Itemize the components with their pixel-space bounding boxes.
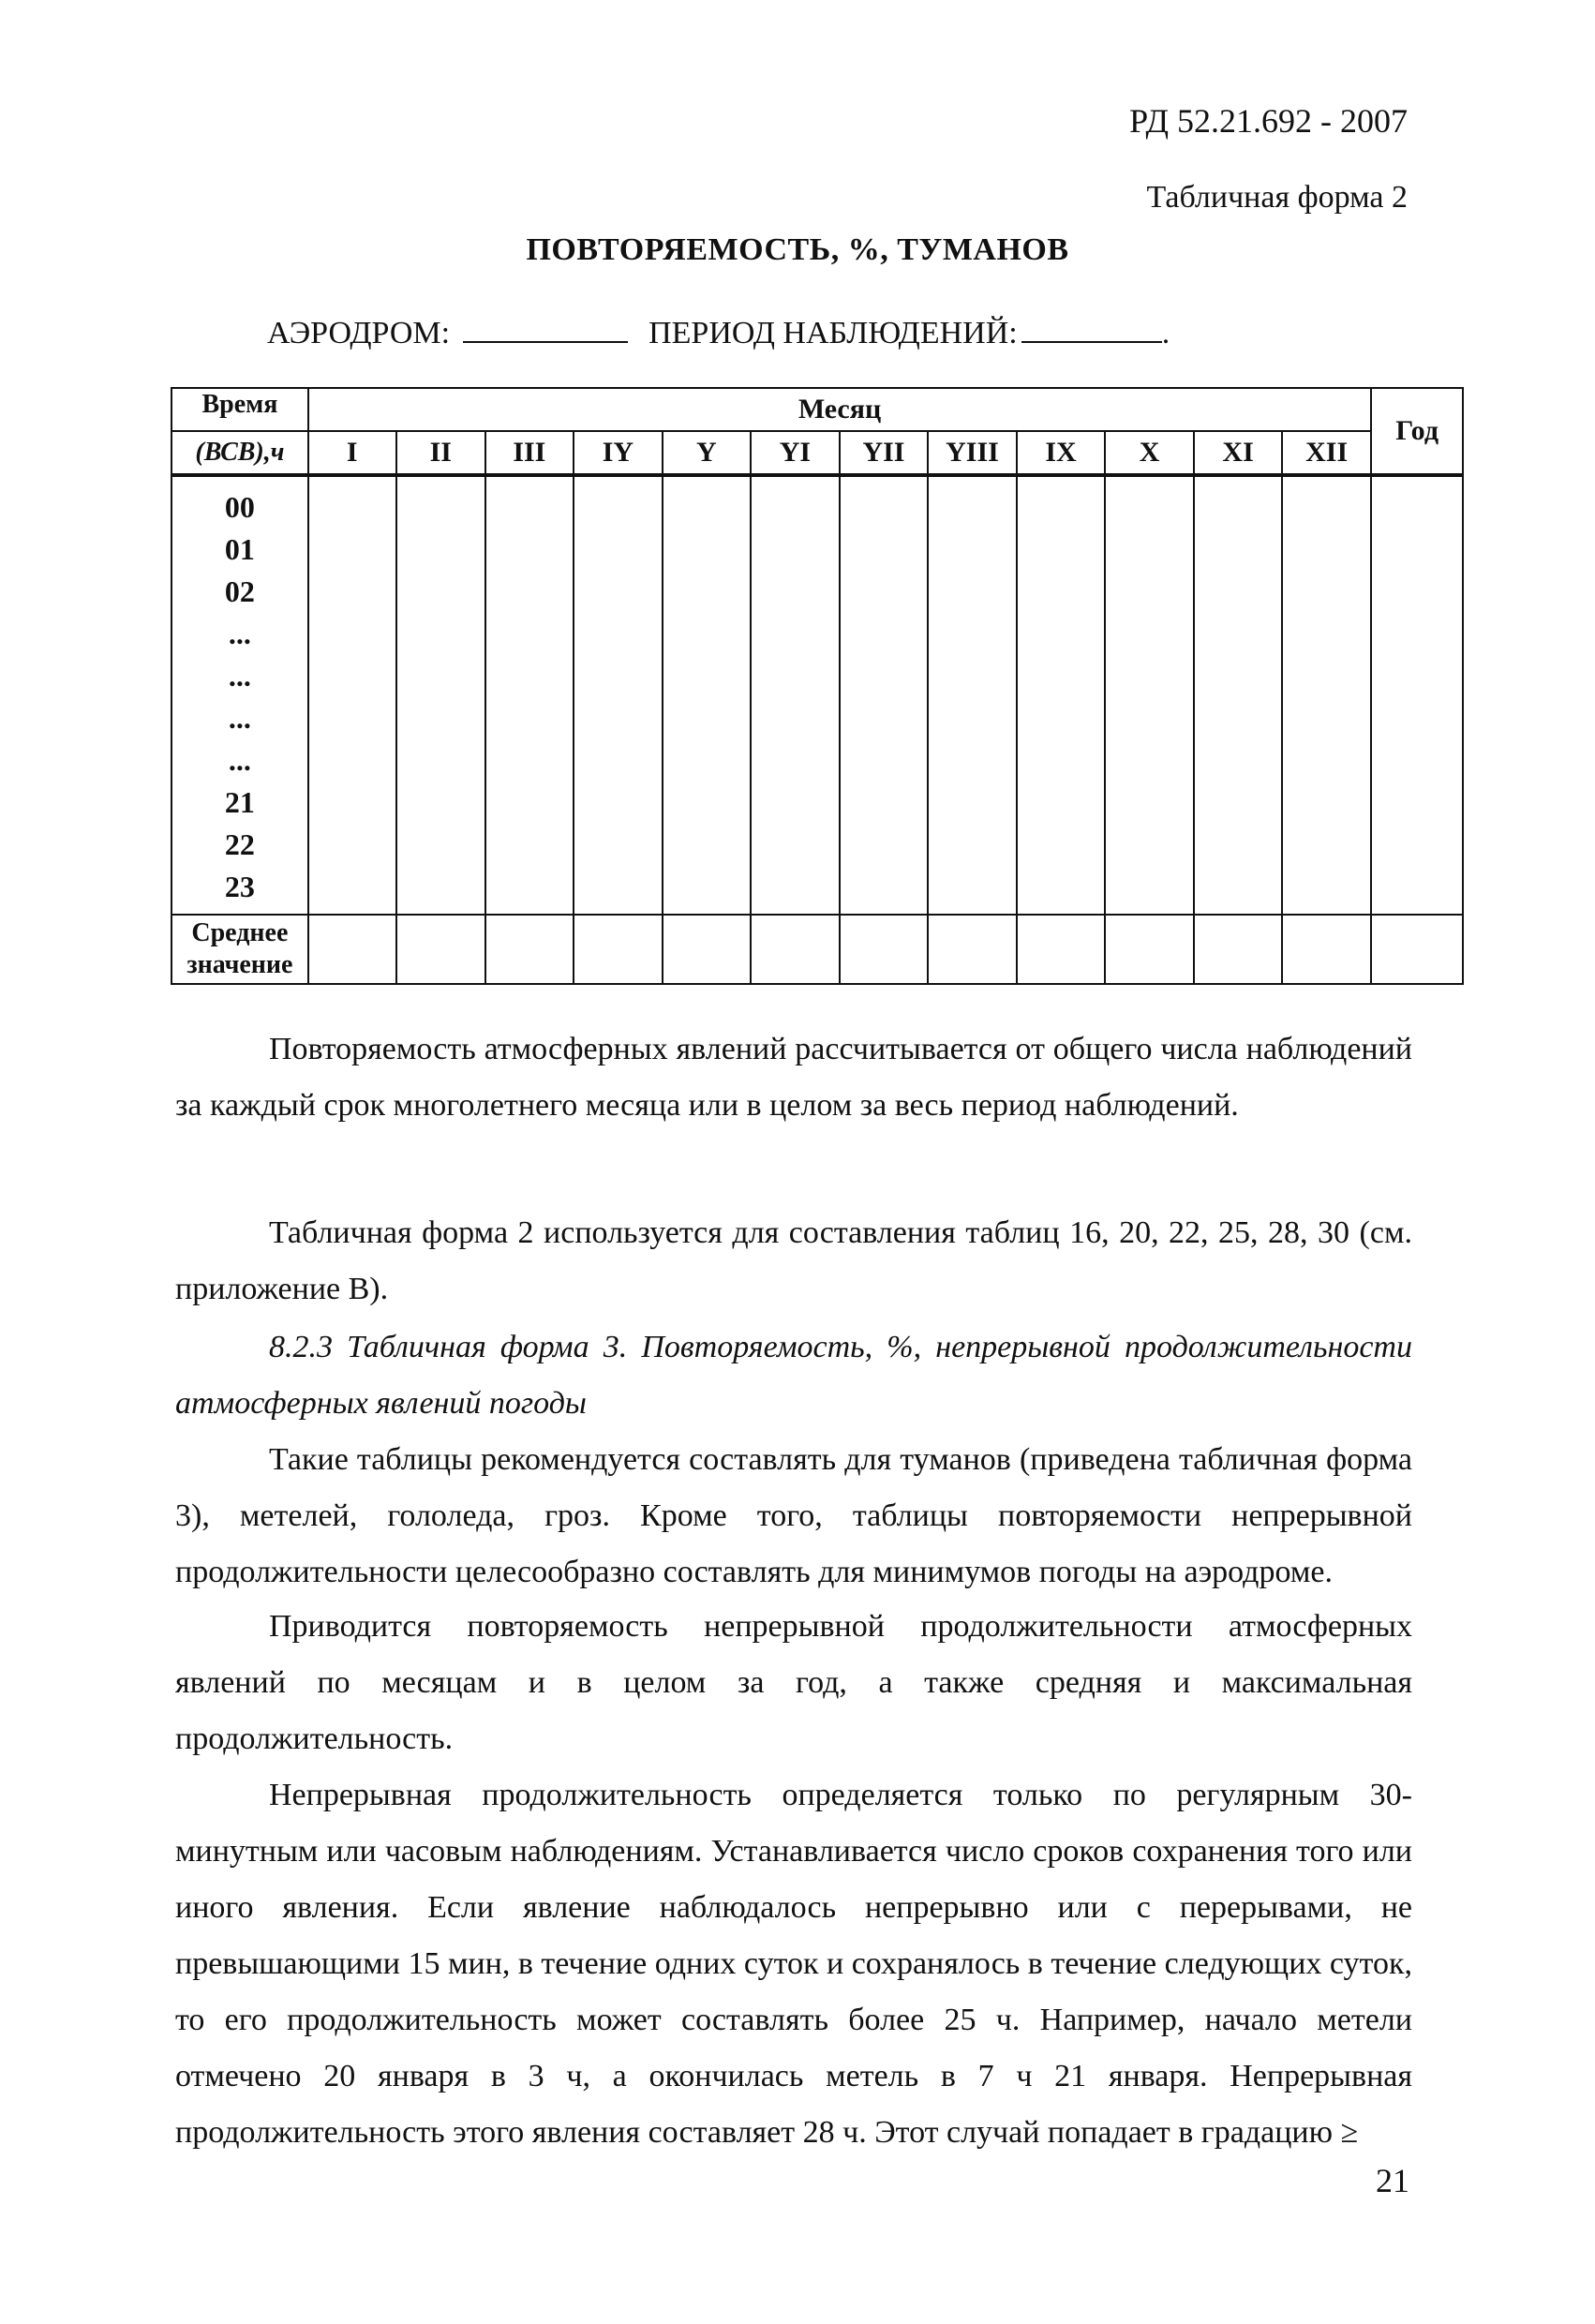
month-col-5: Y	[663, 431, 751, 475]
paragraph-text: Такие таблицы рекомендуется составлять для туманов (приведена табличная форма 3), метелей, гололеда, гроз. Кроме того, таблицы повторяемости непрерывной продолжительности целесообразно составлять для минимумов погоды на аэродроме.	[175, 1442, 1412, 1589]
paragraph-text: Непрерывная продолжительность определяется только по регулярным 30-минутным или часовым наблюдениям. Устанавливается число сроков сохранения того или иного явления. Если явление наблюдалось непрерывно или с перерывами, не превышающими 15 мин, в течение одних суток и сохранялось в течение следующих суток, то его продолжительность может составлять более 25 ч. Например, начало метели отмечено 20 января в 3 ч, а окончилась метель в 7 ч 21 января. Непрерывная продолжительность этого явления составляет 28 ч. Этот случай попадает в градацию ≥	[175, 1778, 1412, 2150]
period-blank	[1021, 309, 1162, 343]
month-col-12: XII	[1282, 431, 1371, 475]
time-cell: 00	[171, 475, 308, 529]
month-col-10: X	[1105, 431, 1194, 475]
time-cell: ...	[171, 655, 308, 697]
period-label: ПЕРИОД НАБЛЮДЕНИЙ:	[648, 316, 1018, 350]
month-col-4: IY	[574, 431, 663, 475]
time-cell: 02	[171, 571, 308, 613]
month-col-8: YIII	[928, 431, 1017, 475]
section-heading	[175, 1319, 1412, 1432]
form-label: Табличная форма 2	[1146, 180, 1408, 215]
table-row	[171, 475, 1463, 529]
time-cell: ...	[171, 739, 308, 782]
month-col-6: YI	[751, 431, 840, 475]
table-row	[171, 866, 1463, 915]
paragraph-3	[175, 1432, 1412, 1601]
paragraph-5	[175, 1767, 1412, 2161]
table-row	[171, 655, 1463, 697]
time-header-line1: Время	[201, 390, 278, 419]
time-cell: 01	[171, 529, 308, 571]
month-col-11: XI	[1194, 431, 1282, 475]
month-col-7: YII	[840, 431, 928, 475]
average-label-line1: Среднее	[191, 918, 289, 947]
paragraph-4	[175, 1599, 1412, 1767]
paragraph-text: Повторяемость атмосферных явлений рассчитывается от общего числа наблюдений за каждый срок многолетнего месяца или в целом за весь период наблюдений.	[175, 1032, 1412, 1123]
average-label	[171, 915, 308, 984]
time-cell: 22	[171, 824, 308, 866]
section-heading-text: 8.2.3 Табличная форма 3. Повторяемость, %, непрерывной продолжительности атмосферных явлений погоды	[175, 1330, 1412, 1421]
time-header	[171, 388, 308, 431]
month-col-9: IX	[1017, 431, 1105, 475]
page-number: 21	[1376, 2162, 1409, 2199]
aerodrome-label: АЭРОДРОМ:	[267, 316, 451, 350]
meta-line	[267, 309, 1170, 351]
time-cell: 23	[171, 866, 308, 915]
table-row	[171, 697, 1463, 739]
table-body	[171, 475, 1463, 984]
paragraph-text: Приводится повторяемость непрерывной продолжительности атмосферных явлений по месяцам и в целом за год, а также средняя и максимальная продолжительность.	[175, 1609, 1412, 1756]
frequency-table	[171, 387, 1464, 985]
year-header: Год	[1371, 388, 1463, 475]
document-code: РД 52.21.692 - 2007	[1129, 102, 1408, 140]
average-label-line2: значение	[186, 950, 293, 979]
page-title: ПОВТОРЯЕМОСТЬ, %, ТУМАНОВ	[526, 232, 1069, 267]
table-row	[171, 613, 1463, 655]
table-row	[171, 739, 1463, 782]
time-cell: ...	[171, 697, 308, 739]
table-row	[171, 529, 1463, 571]
time-cell: ...	[171, 613, 308, 655]
month-col-2: II	[396, 431, 485, 475]
period-end: .	[1161, 316, 1170, 350]
table-row	[171, 782, 1463, 824]
table-row	[171, 824, 1463, 866]
month-col-1: I	[308, 431, 396, 475]
aerodrome-blank	[463, 309, 628, 343]
month-col-3: III	[485, 431, 574, 475]
paragraph-text: Табличная форма 2 используется для составления таблиц 16, 20, 22, 25, 28, 30 (см. приложение В).	[175, 1215, 1412, 1306]
average-row	[171, 915, 1463, 984]
table-row	[171, 571, 1463, 613]
paragraph-1	[175, 1021, 1412, 1134]
time-header-unit: (ВСВ),ч	[171, 431, 308, 475]
time-cell: 21	[171, 782, 308, 824]
paragraph-2	[175, 1205, 1412, 1318]
month-header: Месяц	[308, 388, 1371, 431]
